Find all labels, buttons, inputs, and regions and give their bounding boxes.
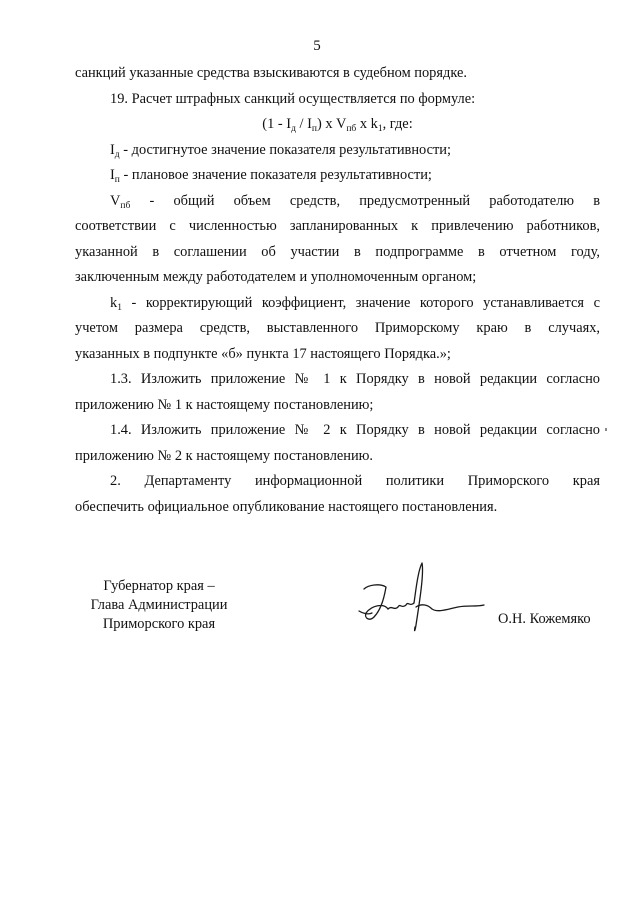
text-line: соответствии с численностью запланированных к привлечению работников,: [75, 218, 600, 234]
text-line: 1.3. Изложить приложение № 1 к Порядку в новой редакции согласно: [110, 371, 600, 387]
text-line: обеспечить официальное опубликование настоящего постановления.: [75, 499, 498, 515]
text-line: учетом размера средств, выставленного Приморскому краю в случаях,: [75, 320, 600, 336]
signatory-name: О.Н. Кожемяко: [498, 611, 591, 627]
text-line: указанной в соглашении об участии в подпрограмме в отчетном году,: [75, 244, 600, 260]
definition-id: $I_д$ - достигнутое значение показателя результативности;: [110, 142, 451, 160]
definition-k1: $k_1$ - корректирующий коэффициент, значение которого устанавливается с: [110, 295, 600, 313]
text-line: 1.4. Изложить приложение № 2 к Порядку в новой редакции согласно: [110, 422, 600, 438]
page-number: 5: [313, 38, 321, 54]
signatory-title-line: Глава Администрации: [90, 597, 228, 613]
definition-vpb: $V_{пб}$ - общий объем средств, предусмотренный работодателю в: [110, 193, 600, 211]
text-line: 2. Департаменту информационной политики Приморского края: [110, 473, 600, 489]
scan-speck: [605, 428, 607, 431]
text-line: указанных в подпункте «б» пункта 17 настоящего Порядка.»;: [75, 346, 451, 362]
signatory-title: [84, 577, 234, 634]
text-line: санкций указанные средства взыскиваются в судебном порядке.: [75, 65, 467, 81]
formula: $(1 - I_д / I_п)$ x $V_{пб}$ x $k_1$, где:: [262, 116, 413, 134]
signatory-title-line: Губернатор края –: [103, 578, 215, 594]
handwritten-signature: [358, 559, 488, 639]
text-line: приложению № 1 к настоящему постановлению;: [75, 397, 374, 413]
text-line: 19. Расчет штрафных санкций осуществляется по формуле:: [110, 91, 476, 107]
definition-ip: $I_п$ - плановое значение показателя результативности;: [110, 167, 432, 185]
signatory-title-line: Приморского края: [102, 616, 216, 632]
text-line: приложению № 2 к настоящему постановлению.: [75, 448, 374, 464]
text-line: заключенным между работодателем и уполномоченным органом;: [75, 269, 477, 285]
